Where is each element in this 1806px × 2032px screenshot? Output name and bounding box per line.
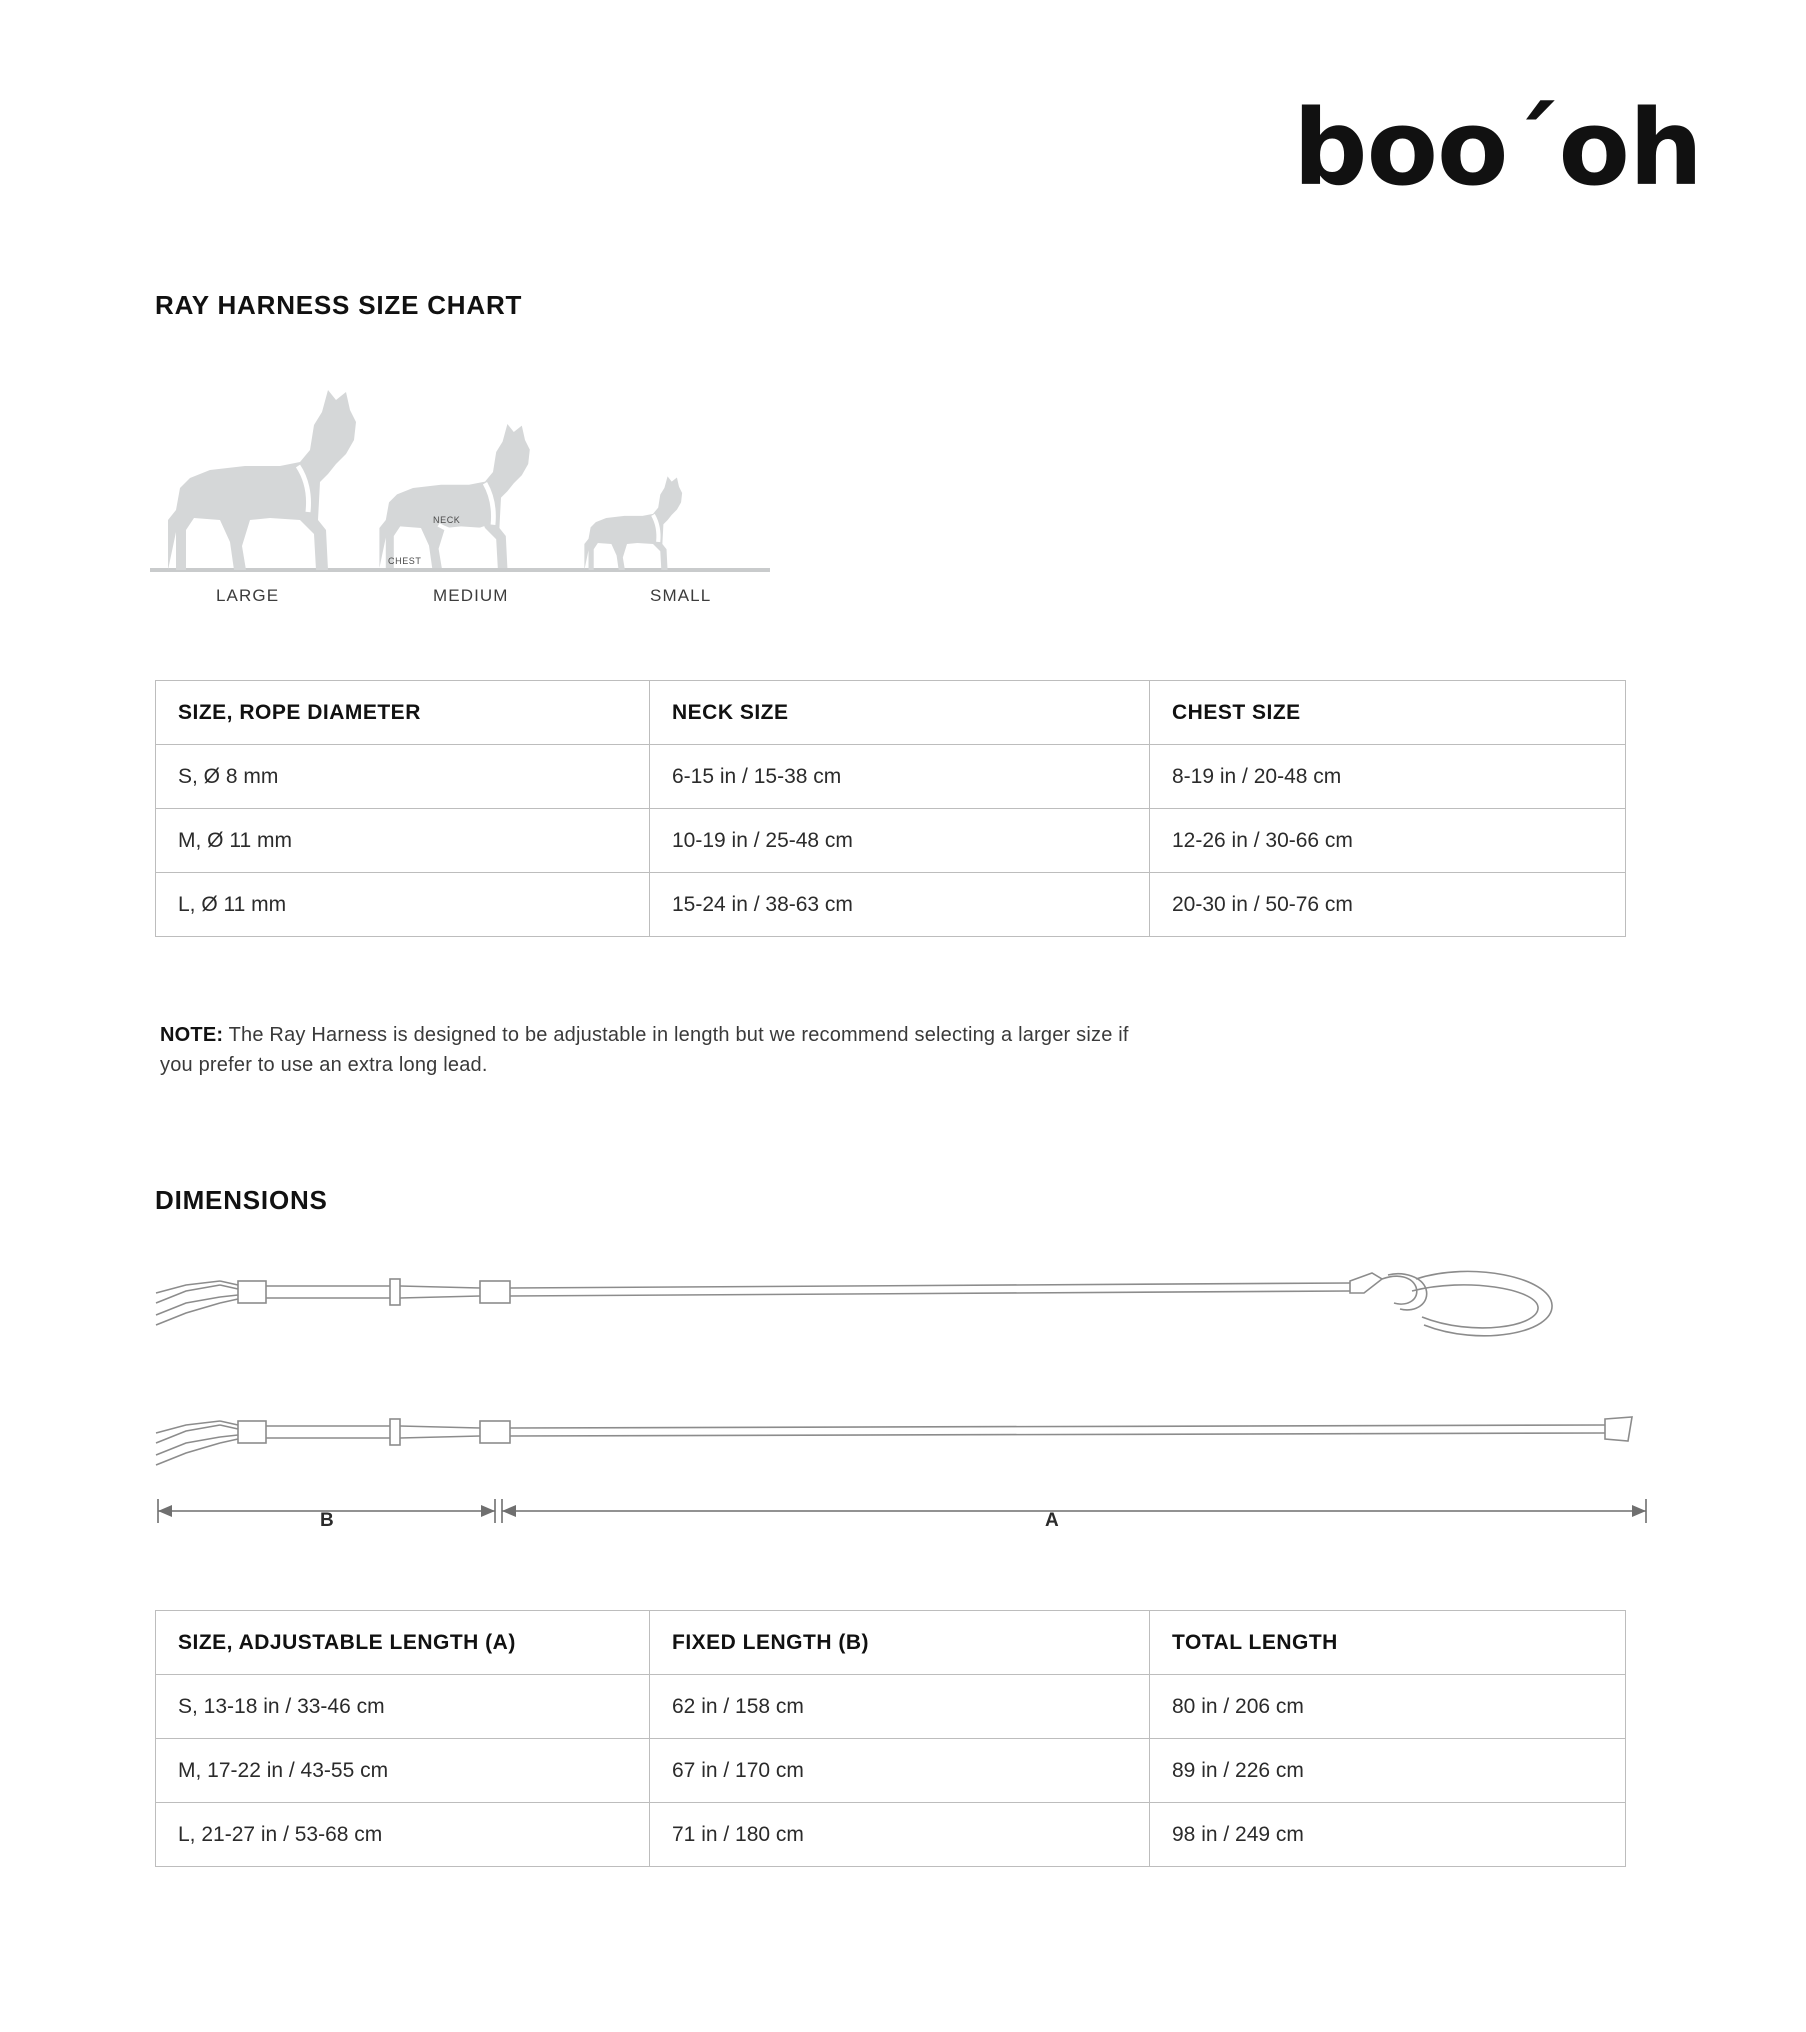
dimensions-table xyxy=(155,1610,1626,1867)
cell-total: 89 in / 226 cm xyxy=(1150,1739,1626,1803)
column-header-fixed-length: FIXED LENGTH (B) xyxy=(650,1611,1150,1675)
cell-neck: 10-19 in / 25-48 cm xyxy=(650,809,1150,873)
leash-with-loop xyxy=(156,1271,1552,1335)
column-header-size-rope-diameter: SIZE, ROPE DIAMETER xyxy=(156,681,650,745)
table-row xyxy=(156,1739,1626,1803)
table-row xyxy=(156,1803,1626,1867)
cell-neck: 6-15 in / 15-38 cm xyxy=(650,745,1150,809)
dog-medium-silhouette xyxy=(379,424,529,568)
cell-neck: 15-24 in / 38-63 cm xyxy=(650,873,1150,937)
leash-straight xyxy=(156,1417,1632,1465)
dog-label-small: SMALL xyxy=(650,586,712,605)
table-row xyxy=(156,873,1626,937)
column-header-neck-size: NECK SIZE xyxy=(650,681,1150,745)
dimension-label-a: A xyxy=(1045,1510,1060,1531)
dimension-labels xyxy=(150,1510,1660,1540)
cell-adjustable: S, 13-18 in / 33-46 cm xyxy=(156,1675,650,1739)
cell-fixed: 67 in / 170 cm xyxy=(650,1739,1150,1803)
cell-total: 98 in / 249 cm xyxy=(1150,1803,1626,1867)
cell-size: S, Ø 8 mm xyxy=(156,745,650,809)
cell-adjustable: M, 17-22 in / 43-55 cm xyxy=(156,1739,650,1803)
table-row xyxy=(156,809,1626,873)
table-row xyxy=(156,1675,1626,1739)
page-title: RAY HARNESS SIZE CHART xyxy=(155,290,523,320)
cell-fixed: 62 in / 158 cm xyxy=(650,1675,1150,1739)
note-body: The Ray Harness is designed to be adjustable in length but we recommend selecting a larger size if you prefer to use an extra long lead. xyxy=(160,1024,1129,1076)
dimensions-title: DIMENSIONS xyxy=(155,1185,328,1215)
column-header-adjustable-length: SIZE, ADJUSTABLE LENGTH (A) xyxy=(156,1611,650,1675)
table-header-row xyxy=(156,681,1626,745)
dog-size-labels xyxy=(150,586,830,616)
size-chart-table xyxy=(155,680,1626,937)
cell-fixed: 71 in / 180 cm xyxy=(650,1803,1150,1867)
cell-size: M, Ø 11 mm xyxy=(156,809,650,873)
cell-chest: 20-30 in / 50-76 cm xyxy=(1150,873,1626,937)
dog-label-medium: MEDIUM xyxy=(433,586,509,605)
cell-total: 80 in / 206 cm xyxy=(1150,1675,1626,1739)
table-header-row xyxy=(156,1611,1626,1675)
table-row xyxy=(156,745,1626,809)
note-text xyxy=(160,1020,1160,1080)
cell-chest: 12-26 in / 30-66 cm xyxy=(1150,809,1626,873)
dog-small-silhouette xyxy=(584,476,682,570)
cell-size: L, Ø 11 mm xyxy=(156,873,650,937)
chest-callout-label: CHEST xyxy=(388,556,422,566)
column-header-total-length: TOTAL LENGTH xyxy=(1150,1611,1626,1675)
brand-logo: boo´oh xyxy=(1293,87,1702,209)
note-label: NOTE: xyxy=(160,1024,224,1046)
column-header-chest-size: CHEST SIZE xyxy=(1150,681,1626,745)
dimension-label-b: B xyxy=(320,1510,335,1531)
dog-size-illustration xyxy=(150,370,830,620)
neck-callout-label: NECK xyxy=(433,515,461,525)
dog-label-large: LARGE xyxy=(216,586,280,605)
cell-adjustable: L, 21-27 in / 53-68 cm xyxy=(156,1803,650,1867)
cell-chest: 8-19 in / 20-48 cm xyxy=(1150,745,1626,809)
dog-large-silhouette xyxy=(168,390,356,570)
